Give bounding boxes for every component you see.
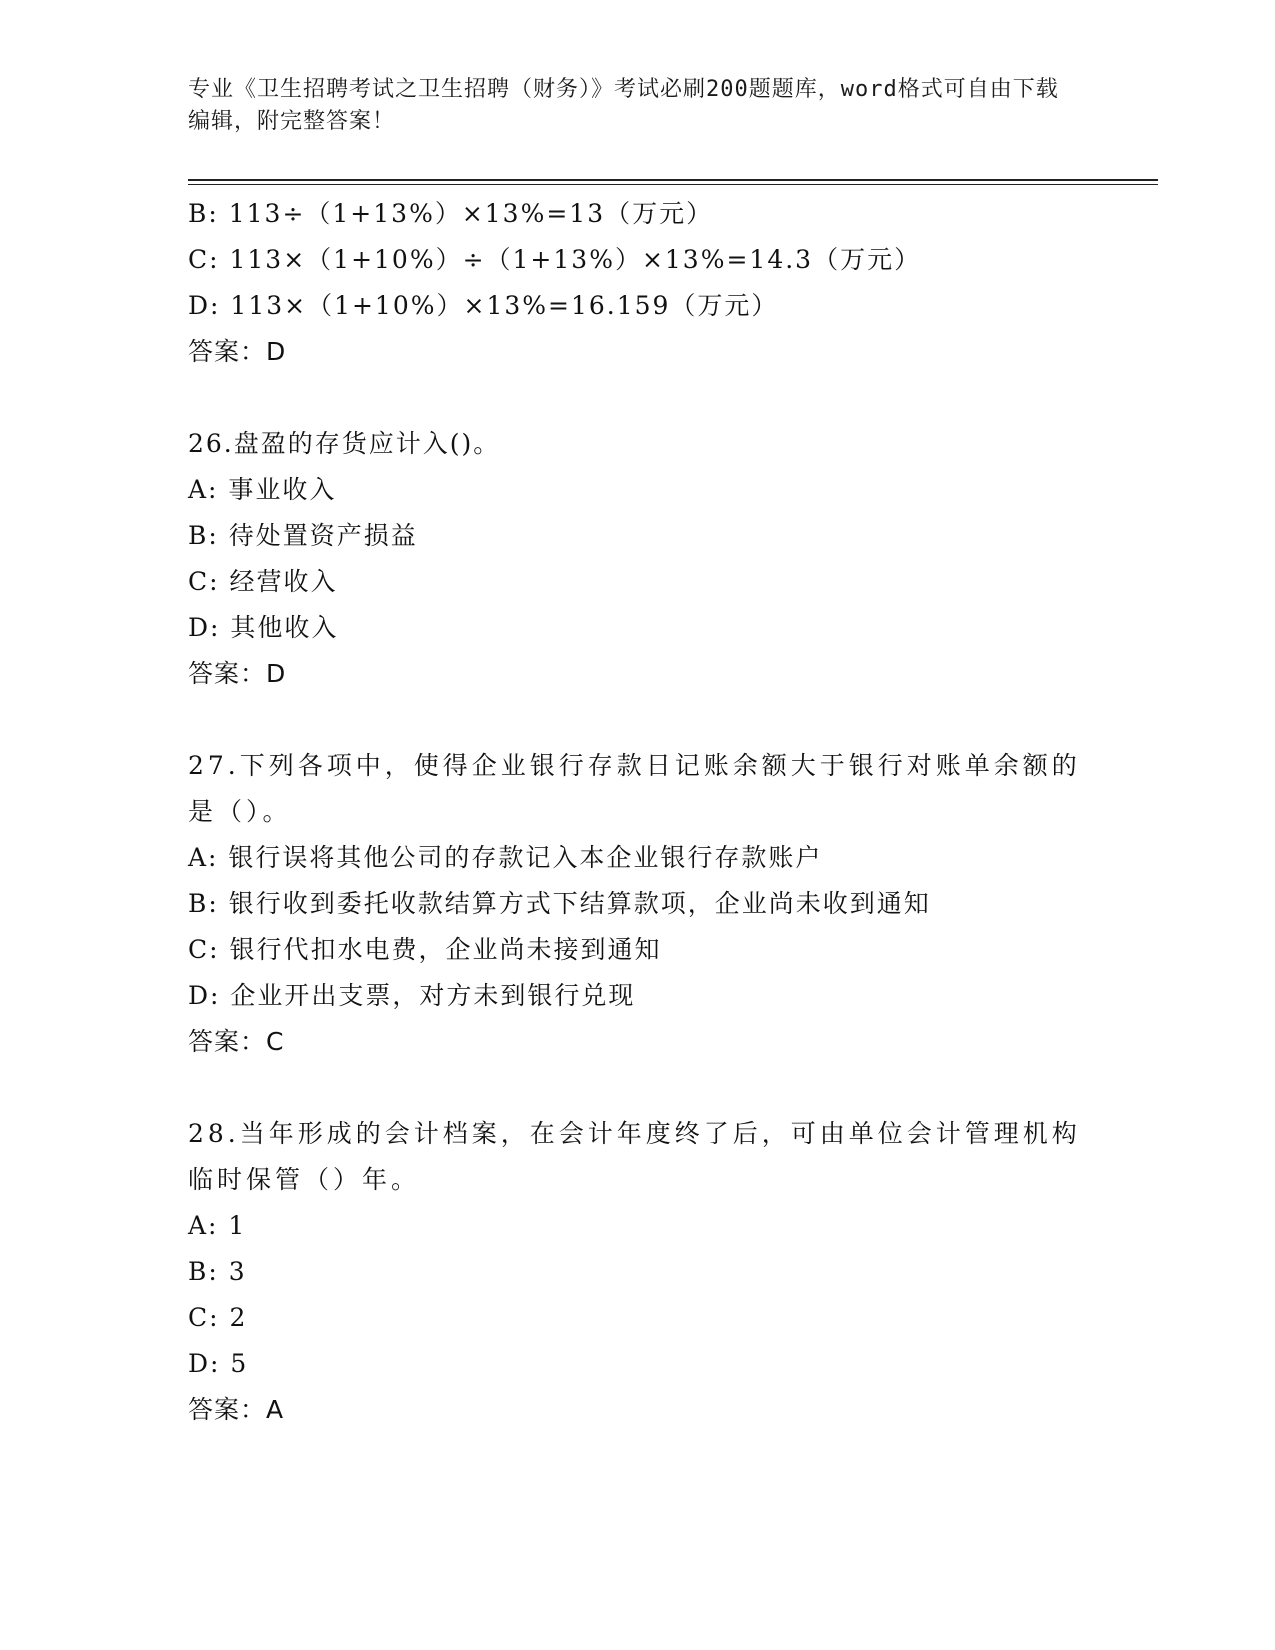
option-c: C: 银行代扣水电费，企业尚未接到通知 xyxy=(188,935,662,964)
option-b: B: 银行收到委托收款结算方式下结算款项，企业尚未收到通知 xyxy=(188,889,931,918)
header-divider-bottom xyxy=(188,184,1158,185)
question-27 xyxy=(188,743,1088,1065)
option-d: D: 其他收入 xyxy=(188,613,339,642)
option-d: D: 5 xyxy=(188,1349,249,1378)
option-c: C: 经营收入 xyxy=(188,567,338,596)
document-header: 专业《卫生招聘考试之卫生招聘（财务）》考试必刷200题题库，word格式可自由下载编辑，附完整答案！ xyxy=(188,77,1059,134)
question-stem: 27.下列各项中，使得企业银行存款日记账余额大于银行对账单余额的是（）。 xyxy=(188,751,1081,826)
answer: 答案：C xyxy=(188,1027,285,1056)
option-c: C: 113×（1+10%）÷（1+13%）×13%=14.3（万元） xyxy=(188,245,922,274)
question-stem: 26.盘盈的存货应计入()。 xyxy=(188,429,501,458)
option-a: A: 银行误将其他公司的存款记入本企业银行存款账户 xyxy=(188,843,823,872)
question-25-continued xyxy=(188,191,1088,375)
option-c: C: 2 xyxy=(188,1303,248,1332)
option-d: D: 113×（1+10%）×13%=16.159（万元） xyxy=(188,291,779,320)
answer: 答案：A xyxy=(188,1395,285,1424)
option-d: D: 企业开出支票，对方未到银行兑现 xyxy=(188,981,636,1010)
question-26 xyxy=(188,421,1088,697)
question-28 xyxy=(188,1111,1088,1433)
question-list xyxy=(188,191,1088,1433)
option-b: B: 3 xyxy=(188,1257,247,1286)
header-divider-top xyxy=(188,179,1158,181)
option-b: B: 113÷（1+13%）×13%=13（万元） xyxy=(188,199,714,228)
option-a: A: 事业收入 xyxy=(188,475,337,504)
option-a: A: 1 xyxy=(188,1211,247,1240)
question-stem: 28.当年形成的会计档案，在会计年度终了后，可由单位会计管理机构临时保管（）年。 xyxy=(188,1119,1081,1194)
option-b: B: 待处置资产损益 xyxy=(188,521,418,550)
answer: 答案：D xyxy=(188,659,287,688)
answer: 答案：D xyxy=(188,337,287,366)
